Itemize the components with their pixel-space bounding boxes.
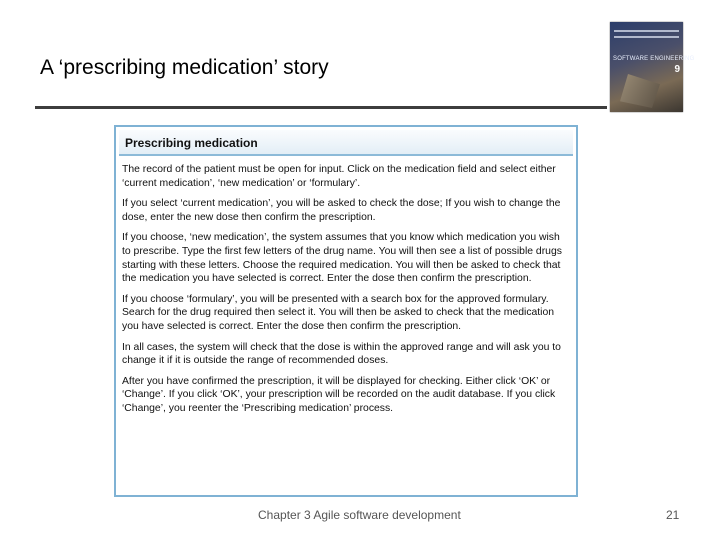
story-card-header [119,130,573,156]
cover-illustration [620,74,660,108]
story-card-body [122,163,564,423]
cover-stripe [614,30,679,32]
slide-footer: Chapter 3 Agile software development [258,508,461,522]
slide-title: A ‘prescribing medication’ story [40,56,329,79]
story-card-title: Prescribing medication [125,136,258,150]
book-cover-image [610,22,695,112]
cover-edition: 9 [674,64,680,75]
story-paragraph: If you select ‘current medication’, you will be asked to check the dose; If you wish to change the dose, enter the new dose then confirm the prescription. [122,198,561,223]
title-divider [35,106,607,109]
story-paragraph: In all cases, the system will check that the dose is within the approved range and will ask you to change it if it is outside the range of recommended doses. [122,341,561,367]
story-paragraph: The record of the patient must be open for input. Click on the medication field and select either ‘current medication’, ‘new medication’ or ‘formulary’. [122,164,556,189]
story-card [114,125,578,497]
story-paragraph: If you choose ‘formulary’, you will be presented with a search box for the approved formulary. Search for the drug required then select it. You will then be asked to check that the medication you have selected is correct. Enter the dose then confirm the prescription. [122,293,555,332]
cover-stripe [614,36,679,38]
cover-title: SOFTWARE ENGINEERING [613,56,695,62]
story-paragraph: After you have confirmed the prescription, it will be displayed for checking. Either click ‘OK’ or ‘Change’. If you click ‘OK’, your prescription will be recorded on the audit database. If you click ‘Change’, you reenter the ‘Prescribing medication’ process. [122,375,556,414]
story-paragraph: If you choose, ‘new medication’, the system assumes that you know which medication you wish to prescribe. Type the first few letters of the drug name. You will then see a list of possible drugs starting with these letters. Choose the required medication. You will then be asked to check that the medication you have selected is correct. Enter the dose then confirm the prescription. [122,232,562,285]
page-number: 21 [666,508,680,522]
